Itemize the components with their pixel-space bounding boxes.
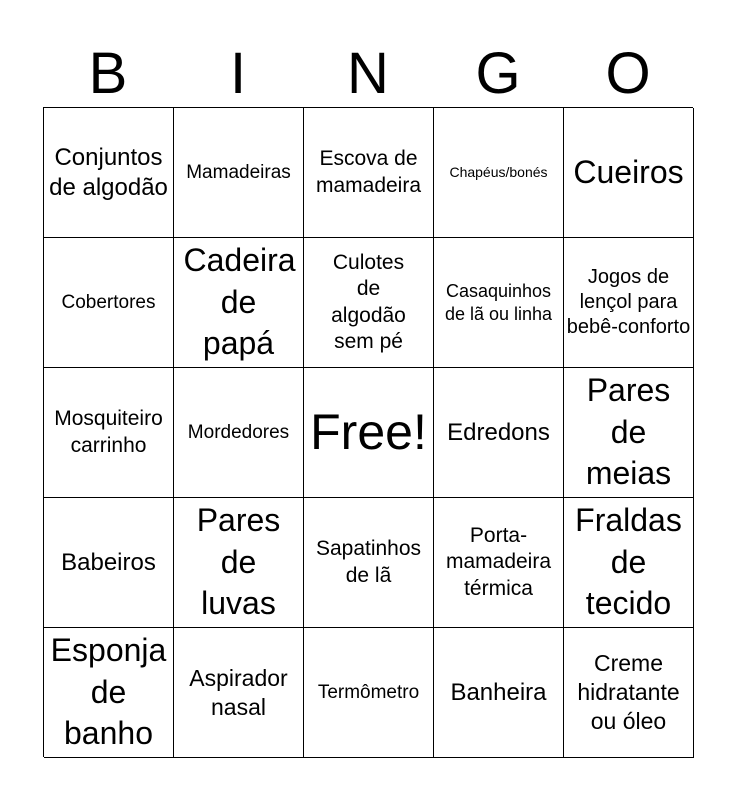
bingo-cell-label: Babeiros (61, 548, 156, 576)
bingo-cell[interactable] (304, 238, 434, 368)
bingo-cell-label: Casaquinhos de lã ou linha (444, 281, 553, 324)
bingo-cell-label: Sapatinhos de lã (315, 537, 422, 587)
bingo-cell[interactable] (304, 628, 434, 758)
bingo-cell-label: Cueiros (573, 153, 684, 190)
bingo-cell-label: Porta-mamadeira térmica (445, 524, 552, 600)
bingo-cell-label: Fraldas de tecido (575, 502, 682, 622)
bingo-cell-label: Cadeira de papá (183, 242, 296, 362)
bingo-cell[interactable] (434, 238, 564, 368)
bingo-cell-label: Mordedores (187, 421, 290, 443)
header-letter-o: O (605, 41, 651, 106)
bingo-cell[interactable] (44, 238, 174, 368)
bingo-cell[interactable] (304, 108, 434, 238)
bingo-cell-label: Pares de luvas (196, 502, 281, 622)
bingo-cell[interactable] (564, 368, 694, 498)
bingo-cell[interactable] (434, 628, 564, 758)
free-space-cell[interactable] (304, 368, 434, 498)
bingo-cell[interactable] (174, 368, 304, 498)
bingo-cell-label: Cobertores (61, 291, 156, 313)
bingo-cell-label: Conjuntos de algodão (49, 143, 168, 201)
bingo-cell[interactable] (44, 498, 174, 628)
bingo-cell[interactable] (434, 368, 564, 498)
bingo-cell-label: Culotes de algodão sem pé (331, 251, 406, 353)
bingo-cell-label: Chapéus/bonés (449, 163, 548, 180)
bingo-cell-label: Pares de meias (585, 372, 672, 492)
bingo-cell[interactable] (174, 108, 304, 238)
header-letter-b: B (88, 41, 128, 106)
bingo-cell-label: Escova de mamadeira (315, 147, 422, 197)
bingo-cell[interactable] (174, 498, 304, 628)
bingo-cell-label: Creme hidratante ou óleo (577, 650, 680, 734)
header-letter-n: N (347, 41, 389, 106)
header-letter-g: G (475, 41, 521, 106)
bingo-card-grid (43, 107, 693, 757)
bingo-cell-label: Edredons (447, 418, 550, 446)
bingo-cell-label: Termômetro (317, 681, 420, 703)
bingo-cell-label: Mamadeiras (186, 161, 291, 183)
bingo-cell-label: Aspirador nasal (189, 664, 288, 720)
bingo-cell[interactable] (304, 498, 434, 628)
bingo-cell[interactable] (564, 628, 694, 758)
bingo-cell-label: Jogos de lençol para bebê-conforto (566, 266, 691, 338)
bingo-cell-label: Banheira (450, 678, 547, 706)
bingo-cell[interactable] (44, 108, 174, 238)
bingo-header (43, 40, 693, 108)
bingo-cell[interactable] (174, 628, 304, 758)
bingo-cell[interactable] (434, 108, 564, 238)
bingo-cell[interactable] (174, 238, 304, 368)
bingo-cell-label: Esponja de banho (50, 632, 167, 752)
bingo-cell[interactable] (44, 628, 174, 758)
bingo-cell-label: Mosquiteiro carrinho (54, 407, 163, 457)
bingo-cell[interactable] (434, 498, 564, 628)
bingo-cell[interactable] (44, 368, 174, 498)
free-space-label: Free! (310, 404, 427, 461)
bingo-cell[interactable] (564, 238, 694, 368)
bingo-cell[interactable] (564, 498, 694, 628)
header-letter-i: I (229, 41, 247, 106)
bingo-cell[interactable] (564, 108, 694, 238)
